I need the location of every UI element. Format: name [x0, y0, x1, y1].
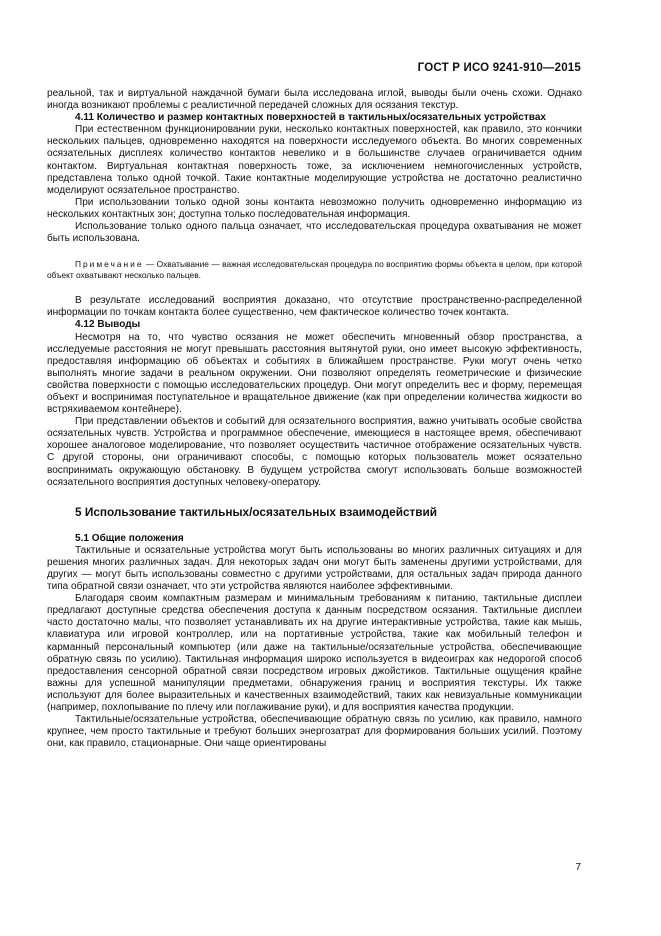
paragraph-5-1-b: Благодаря своим компактным размерам и минимальным требованиям к питанию, тактильные дисплеи предлагают доступные средства обеспечения доступа к данным посредством осязания. Тактильные дисплеи часто достаточно малы, что позволяет устанавливать их на другие интерактивные устройства, такие как мышь, клавиатура или игровой контроллер, или на портативные устройства, такие как мобильный телефон и карманный персональный компьютер (или даже на тактильные/осязательные устройства, обеспечивающие обратную связь по усилию). Тактильная информация широко используется в видеоиграх как недорогой способ предоставления сенсорной обратной связи посредством игровых джойстиков. Тактильные ощущения крайне важны для успешной манипуляции предметами, обнаружения границ и восприятия текстуры. Их также используют для более выразительных и качественных взаимодействий, таких как невизуальные коммуникации (например, похлопывание по плечу или поглаживание руки), и для восприятия качества продукции. [47, 593, 582, 714]
page-number: 7 [575, 862, 581, 873]
paragraph-4-11-d: В результате исследований восприятия доказано, что отсутствие пространственно-распределенной информации по точкам контакта более существенно, чем фактическое количество точек контакта. [47, 295, 582, 319]
paragraph-5-1-a: Тактильные и осязательные устройства могут быть использованы во многих различных ситуациях и для решения многих различных задач. Для некоторых задач они могут быть заменены другими устройствами, для других — могут быть использованы совместно с другими устройствами, для остальных задач природа данного типа обратной связи означает, что эти устройства являются наиболее эффективными. [47, 544, 582, 593]
note-label: Примечание [75, 259, 144, 270]
subsection-heading-4-11: 4.11 Количество и размер контактных поверхностей в тактильных/осязательных устройствах [75, 112, 547, 124]
paragraph-4-11-b: При использовании только одной зоны контакта невозможно получить одновременно информацию из нескольких контактных зон; доступна только последовательная информация. [47, 196, 582, 220]
paragraph-4-11-a: При естественном функционировании руки, несколько контактных поверхностей, как правило, это кончики нескольких пальцев, одновременно находятся на поверхности исследуемого объекта. Во многих современных осязательных дисплеях количество контактов невелико и в большинстве случаев ограничивается одним контактом. Виртуальная контактная поверхность тоже, за исключением немногочисленных устройств, представлена только одной точкой. Такие контактные моделирующие устройства не достаточно реалистично моделируют осязательное пространство. [47, 124, 582, 196]
section-heading-5: 5 Использование тактильных/осязательных взаимодействий [75, 504, 438, 519]
note-text: — Охватывание — важная исследовательская процедура по восприятию формы объекта в целом, при которой объект охватывают несколько пальцев. [47, 259, 582, 281]
paragraph-intro: реальной, так и виртуальной наждачной бумаги была исследована иглой, выводы были очень схожи. Однако иногда возникают проблемы с реалистичной передачей сложных для осязания текстур. [47, 88, 582, 112]
note [47, 259, 582, 281]
subsection-heading-4-12: 4.12 Выводы [75, 319, 141, 331]
page-content [47, 88, 582, 750]
subsection-heading-5-1: 5.1 Общие положения [75, 532, 184, 544]
paragraph-4-12-a: Несмотря на то, что чувство осязания не может обеспечить мгновенный обзор пространства, а исследуемые расстояния не могут превышать расстояния вытянутой руки, оно имеет высокую эффективность, предоставляя информацию об объектах и событиях в ближайшем пространстве. Руки могут очень четко выполнять многие задачи в реальном окружении. Они позволяют определять геометрические и физические свойства поверхности с помощью исследовательских процедур. Они могут определить вес и форму, перемещая объект и воспринимая поступательное и вращательное движение (как при определении количества жидкости во встряхиваемом контейнере). [47, 331, 582, 416]
paragraph-5-1-c: Тактильные/осязательные устройства, обеспечивающие обратную связь по усилию, как правило, намного крупнее, чем просто тактильные и требуют больших энергозатрат для формирования больших усилий. Поэтому они, как правило, стационарные. Они чаще ориентированы [47, 714, 582, 750]
paragraph-4-11-c: Использование только одного пальца означает, что исследовательская процедура охватывания не может быть использована. [47, 221, 582, 245]
document-code-header: ГОСТ Р ИСО 9241-910—2015 [417, 62, 581, 74]
paragraph-4-12-b: При представлении объектов и событий для осязательного восприятия, важно учитывать особые свойства осязательных чувств. Устройства и программное обеспечение, имеющиеся в настоящее время, обеспечивают хорошее аналоговое моделирование, что позволяет осуществить частичное отображение осязательных чувств. С другой стороны, они ограничивают способы, с помощью которых пользователь может осязательно воспринимать окружающую обстановку. В будущем устройства смогут использовать больше возможностей осязательного восприятия доступных человеку-оператору. [47, 416, 582, 488]
